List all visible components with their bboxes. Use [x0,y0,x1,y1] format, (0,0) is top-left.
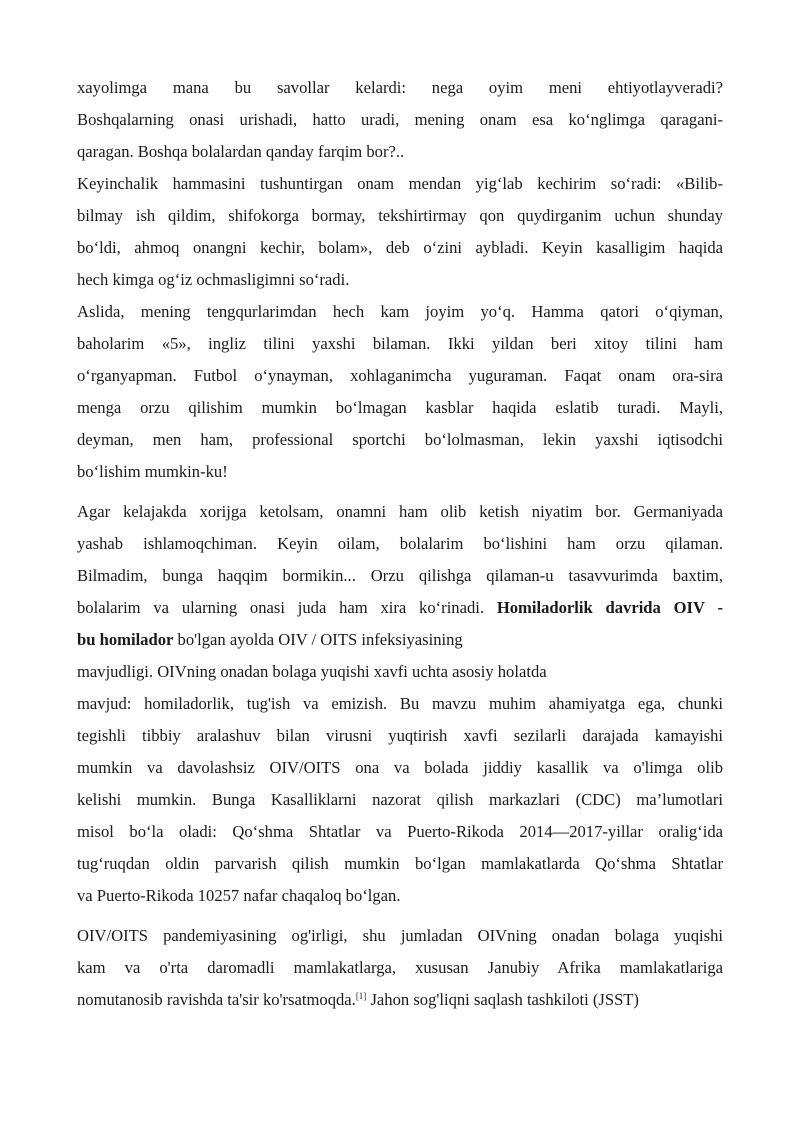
text-line: OIV/OITS pandemiyasining og'irligi, shu jumladan OIVning onadan bolaga yuqishi [77,926,723,945]
text-line: bilmay ish qildim, shifokorga bormay, tekshirtirmay qon quydirganim uchun shunday [77,206,723,225]
plain-text: nomutanosib ravishda ta'sir ko'rsatmoqda. [77,990,356,1009]
paragraph-3 [77,296,723,488]
text-line: kelishi mumkin. Bunga Kasalliklarni nazorat qilish markazlari (CDC) ma’lumotlari [77,790,723,809]
bold-heading-text: Homiladorlik davrida OIV - [496,598,723,617]
text-line: tegishli tibbiy aralashuv bilan virusni yuqtirish xavfi sezilarli darajada kamayishi [77,726,723,745]
text-line-mixed [77,592,723,624]
text-line: hech kimga og‘iz ochmasligimni so‘radi. [77,270,350,289]
text-line-mixed [77,624,723,656]
text-line: mavjudligi. OIVning onadan bolaga yuqishi xavfi uchta asosiy holatda [77,662,547,681]
text-line: kam va o'rta daromadli mamlakatlarga, xususan Janubiy Afrika mamlakatlariga [77,958,723,977]
footnote-reference[interactable]: [1] [355,991,367,1001]
bold-heading-text: bu homilador [77,630,174,649]
paragraph-5 [77,920,723,1016]
plain-text: bo'lgan ayolda OIV / OITS infeksiyasining [177,630,463,649]
text-line: deyman, men ham, professional sportchi bo‘lolmasman, lekin yaxshi iqtisodchi [77,430,723,449]
text-line: bo‘ldi, ahmoq onangni kechir, bolam», deb o‘zini aybladi. Keyin kasalligim haqida [77,238,723,257]
text-line: o‘rganyapman. Futbol o‘ynayman, xohlaganimcha yuguraman. Faqat onam ora-sira [77,366,723,385]
document-page [77,72,723,1016]
plain-text: bolalarim va ularning onasi juda ham xira ko‘rinadi. [77,598,485,617]
text-line: mavjud: homiladorlik, tug'ish va emizish. Bu mavzu muhim ahamiyatga ega, chunki [77,694,723,713]
text-line: Boshqalarning onasi urishadi, hatto uradi, mening onam esa ko‘nglimga qaragani- [77,110,723,129]
text-line-with-footnote [77,984,723,1016]
text-line: mumkin va davolashsiz OIV/OITS ona va bolada jiddiy kasallik va o'limga olib [77,758,723,777]
text-line: menga orzu qilishim mumkin bo‘lmagan kasblar haqida eslatib turadi. Mayli, [77,398,723,417]
text-line: yashab ishlamoqchiman. Keyin oilam, bolalarim bo‘lishini ham orzu qilaman. [77,534,723,553]
text-line: xayolimga mana bu savollar kelardi: nega oyim meni ehtiyotlayveradi? [77,78,723,97]
text-line: Keyinchalik hammasini tushuntirgan onam mendan yig‘lab kechirim so‘radi: «Bilib- [77,174,723,193]
text-line: bo‘lishim mumkin-ku! [77,462,228,481]
text-line: tug‘ruqdan oldin parvarish qilish mumkin bo‘lgan mamlakatlarda Qo‘shma Shtatlar [77,854,723,873]
paragraph-4 [77,496,723,912]
text-line: qaragan. Boshqa bolalardan qanday farqim bor?.. [77,142,405,161]
paragraph-2 [77,168,723,296]
text-line: va Puerto-Rikoda 10257 nafar chaqaloq bo‘lgan. [77,886,401,905]
text-line: Bilmadim, bunga haqqim bormikin... Orzu qilishga qilaman-u tasavvurimda baxtim, [77,566,723,585]
text-line: misol bo‘la oladi: Qo‘shma Shtatlar va Puerto-Rikoda 2014—2017-yillar oralig‘ida [77,822,723,841]
paragraph-1 [77,72,723,168]
plain-text: Jahon sog'liqni saqlash tashkiloti (JSST) [370,990,639,1009]
text-line: Aslida, mening tengqurlarimdan hech kam joyim yo‘q. Hamma qatori o‘qiyman, [77,302,723,321]
text-line: baholarim «5», ingliz tilini yaxshi bilaman. Ikki yildan beri xitoy tilini ham [77,334,723,353]
text-line: Agar kelajakda xorijga ketolsam, onamni ham olib ketish niyatim bor. Germaniyada [77,502,723,521]
